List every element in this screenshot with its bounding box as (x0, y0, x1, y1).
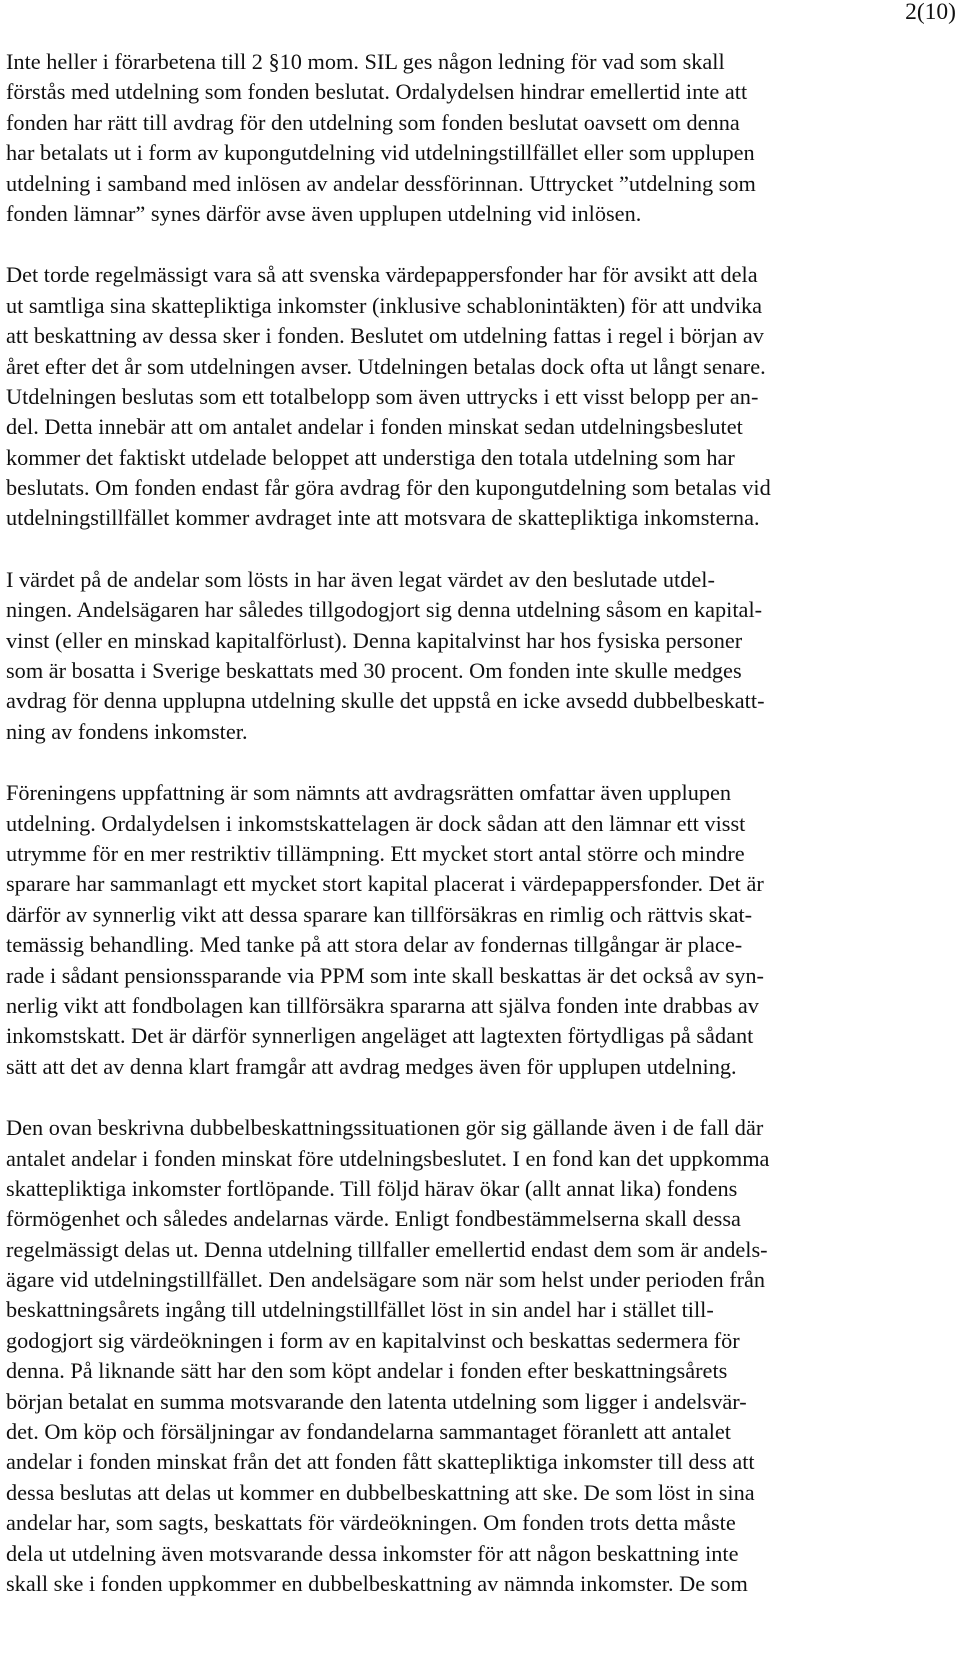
text-line: ägare vid utdelningstillfället. Den andelsägare som när som helst under perioden från (6, 1267, 766, 1293)
text-line: denna. På liknande sätt har den som köpt andelar i fonden efter beskattningsårets (6, 1358, 728, 1384)
text-line: Inte heller i förarbetena till 2 §10 mom. SIL ges någon ledning för vad som skall (6, 49, 725, 74)
text-line: att beskattning av dessa sker i fonden. Beslutet om utdelning fattas i regel i början av (6, 323, 764, 349)
text-line: nerlig vikt att fondbolagen kan tillförsäkra spararna att själva fonden inte drabbas av (6, 992, 759, 1018)
text-line: temässig behandling. Med tanke på att stora delar av fondernas tillgångar är place- (6, 932, 743, 958)
text-line: fonden har rätt till avdrag för den utdelning som fonden beslutat oavsett om denna (6, 109, 740, 135)
text-line: utdelning i samband med inlösen av andelar dessförinnan. Uttrycket ”utdelning som (6, 170, 756, 196)
paragraph-4 (6, 778, 960, 1082)
page-number: 2(10) (905, 0, 956, 25)
text-line: godogjort sig värdeökningen i form av en kapitalvinst och beskattas sedermera för (6, 1327, 740, 1353)
text-line: beslutats. Om fonden endast får göra avdrag för den kupongutdelning som betalas vid (6, 475, 771, 501)
text-line: Den ovan beskrivna dubbelbeskattningssituationen gör sig gällande även i de fall där (6, 1115, 764, 1141)
text-line: Det torde regelmässigt vara så att svenska värdepappersfonder har för avsikt att dela (6, 262, 758, 288)
text-line: Föreningens uppfattning är som nämnts att avdragsrätten omfattar även upplupen (6, 780, 732, 806)
paragraph-2 (6, 260, 960, 534)
text-line: avdrag för denna upplupna utdelning skulle det uppstå en icke avsedd dubbelbeskatt- (6, 688, 765, 714)
text-line: utdelningstillfället kommer avdraget inte att motsvara de skattepliktiga inkomsterna. (6, 505, 760, 531)
text-line: kommer det faktiskt utdelade beloppet att understiga den totala utdelning som har (6, 444, 735, 470)
document-body (6, 47, 960, 1630)
paragraph-1 (6, 47, 960, 229)
text-line: rade i sådant pensionssparande via PPM som inte skall beskattas är det också av syn- (6, 962, 764, 988)
paragraph-5 (6, 1113, 960, 1599)
text-line: sparare har sammanlagt ett mycket stort kapital placerat i värdepappersfonder. Det är (6, 871, 764, 897)
text-line: som är bosatta i Sverige beskattats med 30 procent. Om fonden inte skulle medges (6, 658, 742, 684)
text-line: början betalat en summa motsvarande den latenta utdelning som ligger i andelsvär- (6, 1388, 747, 1414)
text-line: sätt att det av denna klart framgår att avdrag medges även för upplupen utdelning. (6, 1053, 737, 1079)
text-line: dela ut utdelning även motsvarande dessa inkomster för att någon beskattning inte (6, 1540, 739, 1566)
text-line: andelar har, som sagts, beskattats för värdeökningen. Om fonden trots detta måste (6, 1510, 736, 1536)
paragraph-3 (6, 565, 960, 747)
text-line: fonden lämnar” synes därför avse även upplupen utdelning vid inlösen. (6, 200, 642, 226)
text-line: inkomstskatt. Det är därför synnerligen angeläget att lagtexten förtydligas på sådant (6, 1023, 754, 1049)
text-line: beskattningsårets ingång till utdelningstillfället löst in sin andel har i stället till- (6, 1297, 714, 1323)
text-line: regelmässigt delas ut. Denna utdelning tillfaller emellertid endast dem som är andels- (6, 1236, 768, 1262)
text-line: antalet andelar i fonden minskat före utdelningsbeslutet. I en fond kan det uppkomma (6, 1145, 770, 1171)
text-line: vinst (eller en minskad kapitalförlust). Denna kapitalvinst har hos fysiska personer (6, 627, 743, 653)
text-line: skattepliktiga inkomster fortlöpande. Till följd härav ökar (allt annat lika) fondens (6, 1175, 738, 1201)
text-line: utdelning. Ordalydelsen i inkomstskattelagen är dock sådan att den lämnar ett visst (6, 810, 746, 836)
text-line: dessa beslutas att delas ut kommer en dubbelbeskattning att ske. De som löst in sina (6, 1479, 755, 1505)
text-line: del. Detta innebär att om antalet andelar i fonden minskat sedan utdelningsbeslutet (6, 414, 743, 440)
text-line: ning av fondens inkomster. (6, 718, 248, 744)
text-line: Utdelningen beslutas som ett totalbelopp som även uttrycks i ett visst belopp per an- (6, 383, 759, 409)
text-line: förstås med utdelning som fonden beslutat. Ordalydelsen hindrar emellertid inte att (6, 79, 748, 105)
text-line: utrymme för en mer restriktiv tillämpning. Ett mycket stort antal större och mindre (6, 840, 745, 866)
text-line: ut samtliga sina skattepliktiga inkomster (inklusive schablonintäkten) för att undvika (6, 292, 763, 318)
text-line: har betalats ut i form av kupongutdelning vid utdelningstillfället eller som upplupen (6, 140, 755, 166)
text-line: det. Om köp och försäljningar av fondandelarna sammantaget föranlett att antalet (6, 1419, 731, 1445)
text-line: andelar i fonden minskat från det att fonden fått skattepliktiga inkomster till dess att (6, 1449, 755, 1475)
text-line: skall ske i fonden uppkommer en dubbelbeskattning av nämnda inkomster. De som (6, 1570, 748, 1596)
text-line: I värdet på de andelar som lösts in har även legat värdet av den beslutade utdel- (6, 566, 715, 592)
text-line: året efter det år som utdelningen avser. Utdelningen betalas dock ofta ut långt senare. (6, 353, 766, 379)
text-line: ningen. Andelsägaren har således tillgodogjort sig denna utdelning såsom en kapital- (6, 597, 763, 623)
text-line: därför av synnerlig vikt att dessa sparare kan tillförsäkras en rimlig och rättvis skat- (6, 901, 753, 927)
text-line: förmögenhet och således andelarnas värde. Enligt fondbestämmelserna skall dessa (6, 1206, 741, 1232)
